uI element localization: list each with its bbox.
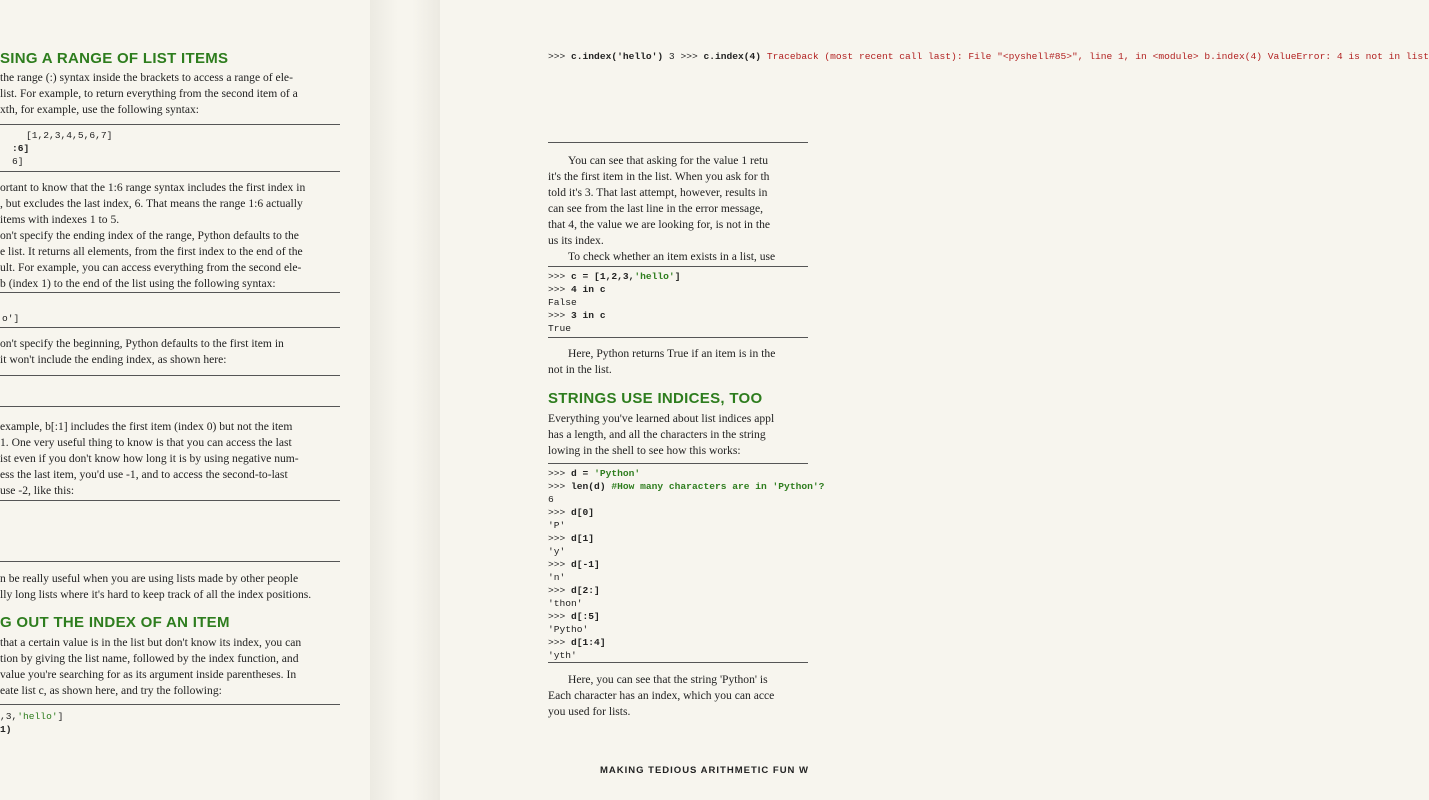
code-line: 6] <box>12 156 24 167</box>
left-page <box>0 0 370 800</box>
code-command: c = [1,2,3, <box>571 271 635 282</box>
code-prompt: >>> <box>548 271 572 282</box>
text-line: that 4, the value we are looking for, is not in the <box>548 218 771 231</box>
code-prompt: >>> <box>548 637 572 648</box>
code-block-list-c <box>0 704 340 745</box>
text-line: lowing in the shell to see how this works: <box>548 444 741 457</box>
code-command: d[1] <box>571 533 595 544</box>
code-output: 'n' <box>548 572 566 583</box>
code-prompt: >>> <box>548 310 572 321</box>
code-command: d[1:4] <box>571 637 606 648</box>
code-command: 4 in c <box>571 284 606 295</box>
code-command: d[0] <box>571 507 595 518</box>
text-line: To check whether an item exists in a list, use <box>568 250 776 263</box>
text-line: b (index 1) to the end of the list using the following syntax: <box>0 277 276 290</box>
text-line: you used for lists. <box>548 705 631 718</box>
code-comment: #How many characters are in 'Python'? <box>611 481 825 492</box>
code-output: False <box>548 297 577 308</box>
code-prompt: >>> <box>548 468 572 479</box>
text-line: , but excludes the last index, 6. That means the range 1:6 actually <box>0 197 303 210</box>
code-prompt: >>> <box>548 559 572 570</box>
text-line: list. For example, to return everything from the second item of a <box>0 87 298 100</box>
code-prompt: >>> <box>548 284 572 295</box>
text-line: items with indexes 1 to 5. <box>0 213 120 226</box>
text-line: the range (:) syntax inside the brackets to access a range of ele- <box>0 71 293 84</box>
text-line: You can see that asking for the value 1 retu <box>568 154 769 167</box>
code-command: len(d) <box>571 481 612 492</box>
code-command: ] <box>674 271 681 282</box>
text-line: tion by giving the list name, followed by the index function, and <box>0 652 299 665</box>
paragraph-index-result <box>548 153 775 265</box>
paragraph-true-false <box>548 346 775 378</box>
code-block-string-indices <box>548 463 825 663</box>
text-line: us its index. <box>548 234 604 247</box>
code-prompt: >>> <box>548 51 572 62</box>
text-line: ess the last item, you'd use -1, and to access the second-to-last <box>0 468 288 481</box>
paragraph-range-syntax <box>0 70 298 118</box>
text-line: lly long lists where it's hard to keep track of all the index positions. <box>0 588 312 601</box>
paragraph-negative-index <box>0 419 299 499</box>
code-block-negative <box>0 500 340 562</box>
code-prompt: >>> <box>680 51 704 62</box>
text-line: can see from the last line in the error message, <box>548 202 764 215</box>
heading-index-of-item: G OUT THE INDEX OF AN ITEM <box>0 614 230 631</box>
text-line: it's the first item in the list. When you ask for th <box>548 170 770 183</box>
code-block-range <box>0 124 340 172</box>
text-line: xth, for example, use the following syntax: <box>0 103 199 116</box>
code-block-slice-start <box>0 375 340 407</box>
code-divider <box>548 142 808 143</box>
code-output: 6 <box>548 494 554 505</box>
code-line: 1) <box>0 724 12 735</box>
text-line: n be really useful when you are using lists made by other people <box>0 572 299 585</box>
text-line: ult. For example, you can access everything from the second ele- <box>0 261 302 274</box>
paragraph-useful <box>0 571 311 603</box>
code-command: c.index('hello') <box>571 51 664 62</box>
text-line: told it's 3. That last attempt, however, results in <box>548 186 768 199</box>
paragraph-string-result <box>548 672 774 720</box>
code-error: ValueError: 4 is not in list <box>1267 51 1429 62</box>
code-command: d = <box>571 468 595 479</box>
text-line: value you're searching for as its argument inside parentheses. In <box>0 668 297 681</box>
code-command: d[2:] <box>571 585 600 596</box>
text-line: eate list c, as shown here, and try the following: <box>0 684 222 697</box>
code-block-in-operator <box>548 266 808 338</box>
code-block-index-demo <box>548 50 1429 63</box>
code-prompt: >>> <box>548 481 572 492</box>
text-line: has a length, and all the characters in the string <box>548 428 766 441</box>
text-line: not in the list. <box>548 363 612 376</box>
code-text: ,3, <box>0 711 18 722</box>
code-output: True <box>548 323 572 334</box>
text-line: Each character has an index, which you can acce <box>548 689 775 702</box>
code-output: 3 <box>668 51 675 62</box>
code-command: d[-1] <box>571 559 600 570</box>
code-output: 'thon' <box>548 598 583 609</box>
text-line: Here, you can see that the string 'Python' is <box>568 673 768 686</box>
code-error: File "<pyshell#85>", line 1, in <module> <box>968 51 1199 62</box>
code-command: d[:5] <box>571 611 600 622</box>
code-block-slice-end <box>0 292 340 328</box>
code-error: b.index(4) <box>1204 51 1262 62</box>
code-text: ] <box>57 711 64 722</box>
code-output: 'yth' <box>548 650 577 661</box>
code-prompt: >>> <box>548 611 572 622</box>
text-line: use -2, like this: <box>0 484 75 497</box>
text-line: that a certain value is in the list but don't know its index, you can <box>0 636 302 649</box>
paragraph-index-function <box>0 635 301 699</box>
code-prompt: >>> <box>548 585 572 596</box>
text-line: on't specify the ending index of the range, Python defaults to the <box>0 229 299 242</box>
code-string: 'hello' <box>17 711 58 722</box>
text-line: on't specify the beginning, Python defaults to the first item in <box>0 337 284 350</box>
code-prompt: >>> <box>548 533 572 544</box>
text-line: ortant to know that the 1:6 range syntax includes the first index in <box>0 181 306 194</box>
code-line: :6] <box>12 143 30 154</box>
code-output: 'P' <box>548 520 566 531</box>
right-page <box>440 0 1429 800</box>
text-line: Here, Python returns True if an item is in the <box>568 347 776 360</box>
heading-strings-use-indices: STRINGS USE INDICES, TOO <box>548 390 763 407</box>
book-gutter <box>370 0 440 800</box>
code-error: Traceback (most recent call last): <box>766 51 963 62</box>
text-line: e list. It returns all elements, from the first index to the end of the <box>0 245 303 258</box>
code-command: c.index(4) <box>703 51 762 62</box>
code-string: 'hello' <box>634 271 675 282</box>
text-line: example, b[:1] includes the first item (index 0) but not the item <box>0 420 293 433</box>
text-line: it won't include the ending index, as shown here: <box>0 353 227 366</box>
running-footer: MAKING TEDIOUS ARITHMETIC FUN W <box>600 765 810 776</box>
code-line: o'] <box>2 313 20 324</box>
code-command: 3 in c <box>571 310 606 321</box>
paragraph-range-includes <box>0 180 305 292</box>
paragraph-beginning-default <box>0 336 284 368</box>
paragraph-strings <box>548 411 774 459</box>
text-line: Everything you've learned about list indices appl <box>548 412 775 425</box>
code-prompt: >>> <box>548 507 572 518</box>
code-string: 'Python' <box>594 468 641 479</box>
heading-range-of-list-items: SING A RANGE OF LIST ITEMS <box>0 50 229 67</box>
code-line: [1,2,3,4,5,6,7] <box>26 130 113 141</box>
text-line: 1. One very useful thing to know is that you can access the last <box>0 436 292 449</box>
code-output: 'y' <box>548 546 566 557</box>
code-output: 'Pytho' <box>548 624 589 635</box>
text-line: ist even if you don't know how long it is by using negative num- <box>0 452 299 465</box>
